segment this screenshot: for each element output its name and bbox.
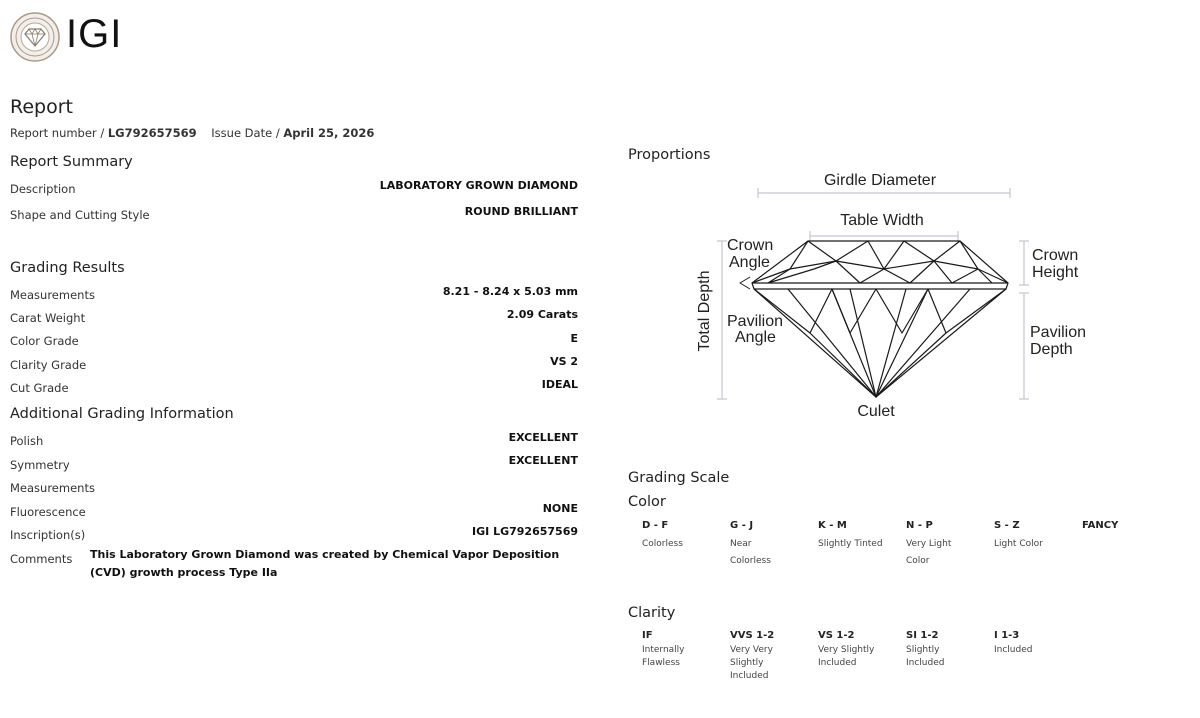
igi-logo-text: IGI <box>66 12 123 56</box>
pavilion-angle-label: Angle <box>735 329 776 346</box>
clarity-scale-desc: Internally Flawless <box>642 645 685 668</box>
igi-seal-logo <box>10 12 60 66</box>
clarity-scale-desc: Very Very Slightly Included <box>730 645 773 681</box>
additional-value: EXCELLENT <box>508 454 578 467</box>
color-scale-code: G - J <box>730 520 754 531</box>
additional-label: Fluorescence <box>10 505 86 519</box>
additional-value: EXCELLENT <box>508 431 578 444</box>
pavilion-depth-label: Pavilion <box>1030 324 1087 341</box>
grading-heading: Grading Results <box>10 260 125 276</box>
clarity-scale-code: VVS 1-2 <box>730 630 775 641</box>
additional-value: NONE <box>542 502 578 515</box>
additional-label: Measurements <box>10 481 95 495</box>
comments-label: Comments <box>10 552 73 566</box>
report-title: Report <box>10 96 73 118</box>
grading-value: IDEAL <box>541 378 578 391</box>
comments-text: This Laboratory Grown Diamond was created by Chemical Vapor Deposition (CVD) growth process Type IIa <box>90 548 560 579</box>
color-scale-desc: Near Colorless <box>730 539 771 566</box>
grading-label: Carat Weight <box>10 311 86 325</box>
color-scale-desc: Colorless <box>642 539 683 549</box>
clarity-scale-code: IF <box>642 630 653 641</box>
clarity-scale-desc: Included <box>994 645 1033 655</box>
proportions-heading: Proportions <box>628 147 711 163</box>
proportions-diagram <box>690 165 1090 429</box>
additional-heading: Additional Grading Information <box>10 406 234 422</box>
additional-label: Inscription(s) <box>10 528 86 542</box>
summary-heading: Report Summary <box>10 154 133 170</box>
pavilion-depth-label: Depth <box>1030 341 1073 358</box>
color-scale-heading: Color <box>628 494 666 510</box>
additional-label: Polish <box>10 434 44 448</box>
grading-value: 2.09 Carats <box>506 308 578 321</box>
culet-label: Culet <box>857 403 895 420</box>
clarity-scale-code: SI 1-2 <box>906 630 939 641</box>
issue-date: April 25, 2026 <box>283 126 375 140</box>
crown-angle-label: Angle <box>729 254 770 271</box>
color-scale-code: D - F <box>642 520 669 531</box>
table-width-label: Table Width <box>840 212 924 229</box>
report-number: LG792657569 <box>107 126 197 140</box>
clarity-scale-code: VS 1-2 <box>818 630 855 641</box>
summary-label: Description <box>10 182 76 196</box>
girdle-diameter-label: Girdle Diameter <box>823 172 937 189</box>
grading-label: Color Grade <box>10 334 79 348</box>
color-scale-code: S - Z <box>994 520 1020 531</box>
clarity-scale-heading: Clarity <box>628 605 676 621</box>
color-scale-code: N - P <box>906 520 933 531</box>
grading-value: 8.21 - 8.24 x 5.03 mm <box>442 285 578 298</box>
clarity-scale-desc: Slightly Included <box>906 645 945 668</box>
color-scale-code: K - M <box>818 520 847 531</box>
summary-value: LABORATORY GROWN DIAMOND <box>379 179 578 192</box>
issue-date-label: Issue Date / <box>211 126 280 140</box>
crown-angle-label: Crown <box>727 237 774 254</box>
grading-label: Cut Grade <box>10 381 69 395</box>
grading-value: VS 2 <box>550 355 578 368</box>
pavilion-angle-label: Pavilion <box>727 313 784 330</box>
grading-scale-heading: Grading Scale <box>628 470 730 486</box>
clarity-scale-code: I 1-3 <box>994 630 1020 641</box>
crown-height-label: Height <box>1032 264 1079 281</box>
crown-height-label: Crown <box>1032 247 1079 264</box>
report-meta <box>10 126 374 140</box>
color-scale-desc: Light Color <box>994 539 1043 549</box>
color-scale-desc: Very Light Color <box>906 539 952 566</box>
grading-label: Clarity Grade <box>10 358 87 372</box>
report-number-label: Report number / <box>10 126 105 140</box>
grading-value: E <box>570 332 578 345</box>
grading-label: Measurements <box>10 288 95 302</box>
summary-label: Shape and Cutting Style <box>10 208 150 222</box>
clarity-scale-desc: Very Slightly Included <box>818 645 875 668</box>
color-scale-desc: Slightly Tinted <box>818 539 883 549</box>
additional-label: Symmetry <box>10 458 70 472</box>
color-scale-code: FANCY <box>1082 520 1119 531</box>
summary-value: ROUND BRILLIANT <box>464 205 578 218</box>
additional-value: IGI LG792657569 <box>472 525 578 538</box>
total-depth-label: Total Depth <box>696 270 713 352</box>
